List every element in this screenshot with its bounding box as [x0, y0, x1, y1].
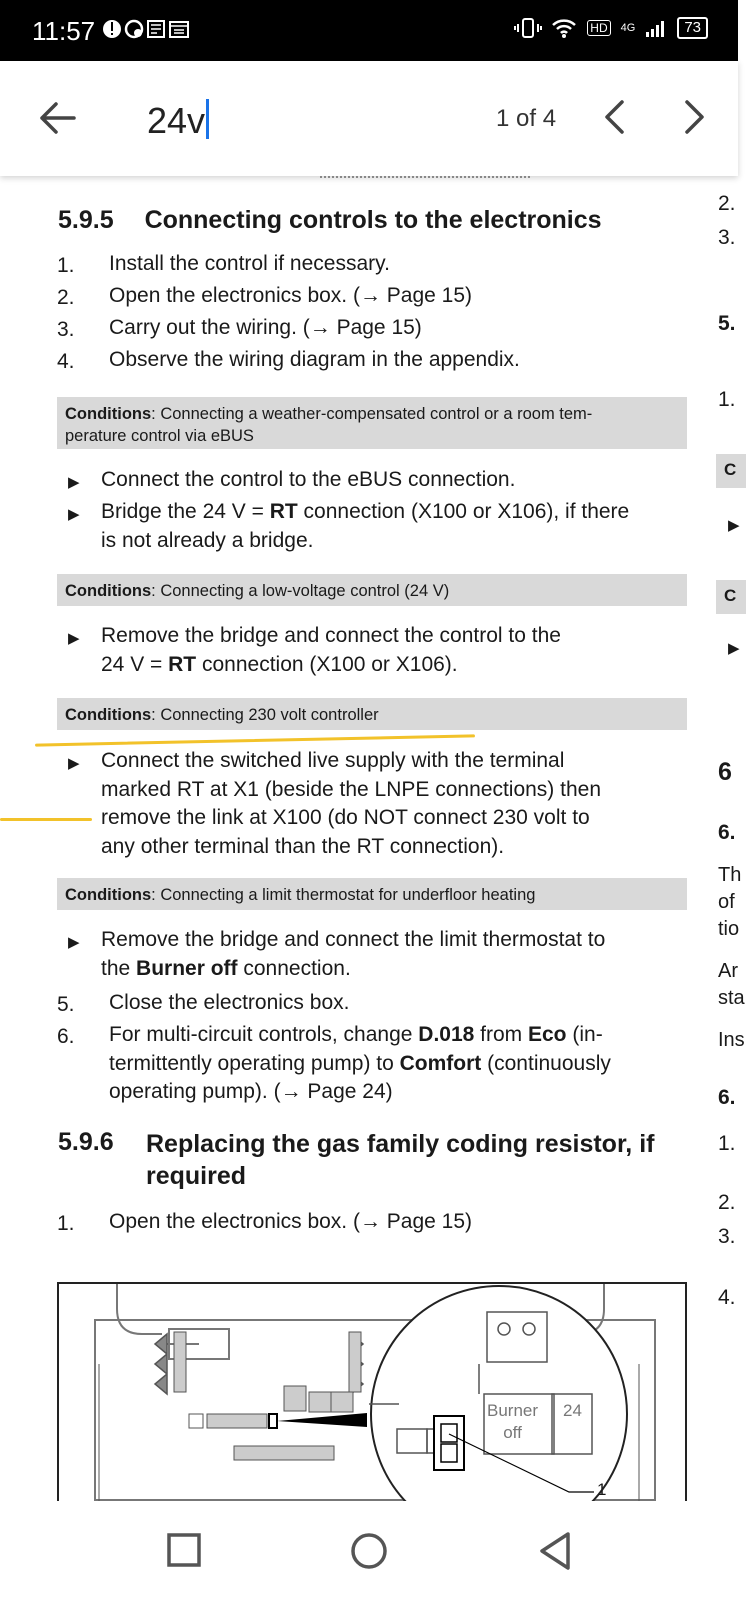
condition-text: : Connecting a low-voltage control (24 V) — [151, 582, 450, 600]
battery-icon: 73 — [677, 17, 708, 39]
bullet-arrow-icon: ▶ — [68, 755, 80, 772]
text-caret — [206, 99, 209, 139]
condition-box — [57, 698, 687, 730]
text-run: For multi-circuit controls, change — [109, 1023, 419, 1046]
notification-icons — [102, 16, 192, 48]
condition-label: Conditions — [65, 405, 152, 423]
step-number: 3. — [57, 318, 75, 341]
column-fragment-text: 3. — [718, 226, 736, 249]
android-nav-bar — [0, 1501, 738, 1600]
text-run: Remove the bridge and connect the limit thermostat to — [101, 928, 606, 951]
column-fragment-text: 2. — [718, 192, 736, 215]
section-title-line: required — [146, 1162, 247, 1190]
text-run: Bridge the 24 V = — [101, 500, 270, 523]
condition-text: : Connecting a limit thermostat for underfloor heating — [151, 886, 536, 904]
column-fragment-text: 6 — [718, 758, 732, 786]
text-run: connection. — [237, 956, 351, 980]
column-fragment-text: 6. — [718, 1086, 736, 1109]
signal-icon — [645, 18, 667, 38]
back-arrow-icon[interactable] — [38, 101, 76, 135]
column-fragment-text: 4. — [718, 1286, 736, 1309]
text-run-bold: RT — [168, 652, 197, 676]
bullet-text — [101, 622, 701, 679]
status-icons — [515, 17, 708, 39]
column-fragment-text: of — [718, 891, 735, 913]
step-text: Close the electronics box. — [109, 991, 350, 1014]
text-run: from — [474, 1023, 528, 1046]
text-run-bold: Burner off — [136, 956, 238, 980]
column-fragment-text: 6. — [718, 821, 736, 844]
column-fragment-text: tio — [718, 918, 740, 940]
step-number: 5. — [57, 993, 75, 1016]
text-line: marked RT at X1 (beside the LNPE connections) then — [101, 777, 602, 801]
recents-button[interactable] — [167, 1533, 201, 1567]
condition-label: Conditions — [65, 886, 152, 904]
text-run-bold: RT — [269, 500, 298, 523]
bullet-text: Connect the control to the eBUS connection. — [101, 468, 516, 491]
figure-callout-number: 1 — [597, 1480, 607, 1499]
figure-label: off — [503, 1423, 522, 1442]
network-label: 4G — [620, 22, 636, 34]
previous-match-button[interactable] — [602, 99, 626, 135]
bullet-arrow-icon: ▶ — [728, 640, 740, 657]
column-fragment-text: Ins — [718, 1029, 745, 1051]
text-run: (continuously — [481, 1051, 611, 1075]
text-line: any other terminal than the RT connection). — [101, 834, 505, 858]
column-fragment-text: 1. — [718, 1132, 736, 1155]
step-text: Observe the wiring diagram in the appendix. — [109, 348, 520, 371]
next-match-button[interactable] — [683, 99, 707, 135]
section-title: Connecting controls to the electronics — [144, 206, 602, 234]
condition-text: perature control via eBUS — [65, 427, 254, 445]
text-run: (in- — [566, 1023, 603, 1046]
section-title-line: Replacing the gas family coding resistor, if — [146, 1130, 655, 1158]
condition-box — [57, 574, 687, 606]
text-run: connection (X100 or X106). — [196, 652, 458, 676]
highlighter-stroke — [35, 734, 475, 746]
column-fragment-text: sta — [718, 987, 745, 1009]
column-fragment-text: Ar — [718, 960, 738, 982]
column-fragment-text: 2. — [718, 1191, 736, 1214]
bullet-arrow-icon: ▶ — [728, 517, 740, 534]
column-fragment-text: 5. — [718, 312, 736, 335]
condition-box — [57, 397, 687, 449]
step-text: Carry out the wiring. (→ Page 15) — [109, 316, 422, 339]
section-heading-595 — [58, 206, 602, 235]
bullet-text — [101, 498, 701, 555]
text-run: is not already a bridge. — [101, 528, 314, 552]
text-run-bold: Comfort — [399, 1051, 482, 1075]
text-run: termittently operating pump) to — [109, 1051, 400, 1075]
column-fragment-text: 3. — [718, 1225, 736, 1248]
highlighter-stroke — [0, 818, 92, 821]
text-run: 24 V = — [101, 652, 169, 676]
column-fragment-text: 1. — [718, 388, 736, 411]
vibrate-icon — [515, 17, 541, 39]
home-button[interactable] — [350, 1532, 388, 1570]
condition-text: : Connecting 230 volt controller — [151, 706, 379, 724]
section-title — [146, 1128, 654, 1192]
section-number: 5.9.6 — [58, 1128, 114, 1156]
column-fragment-text: C — [724, 460, 737, 479]
text-run: connection (X100 or X106), if there — [297, 500, 630, 523]
bullet-text — [101, 926, 701, 983]
bullet-text — [101, 747, 701, 861]
step-number: 6. — [57, 1025, 75, 1048]
step-number: 1. — [57, 1212, 75, 1235]
step-number: 1. — [57, 254, 75, 277]
search-input[interactable] — [147, 99, 209, 142]
status-time: 11:57 — [32, 16, 96, 46]
step-number: 4. — [57, 350, 75, 373]
electronics-box-drawing — [59, 1284, 689, 1504]
bullet-arrow-icon: ▶ — [68, 934, 80, 951]
step-number: 2. — [57, 286, 75, 309]
status-bar — [0, 0, 738, 61]
text-line: remove the link at X100 (do NOT connect 230 volt to — [101, 806, 590, 829]
step-text — [109, 1021, 699, 1107]
section-number: 5.9.5 — [58, 206, 114, 234]
back-button[interactable] — [538, 1531, 572, 1571]
step-text: Install the control if necessary. — [109, 252, 390, 275]
text-run: operating pump). (→ Page 24) — [109, 1080, 393, 1103]
condition-label: Conditions — [65, 582, 152, 600]
step-text: Open the electronics box. (→ Page 15) — [109, 284, 473, 307]
wifi-icon — [551, 17, 577, 39]
condition-text: : Connecting a weather-compensated control or a room tem- — [151, 405, 593, 423]
column-fragment-text: C — [724, 586, 737, 605]
burner-off-label — [487, 1400, 538, 1444]
text-line: Connect the switched live supply with the terminal — [101, 749, 565, 772]
bullet-arrow-icon: ▶ — [68, 630, 80, 647]
match-count: 1 of 4 — [496, 105, 557, 132]
wiring-figure — [57, 1282, 687, 1502]
pdf-document-view[interactable] — [0, 176, 745, 1501]
column-fragment-text: Th — [718, 864, 742, 886]
bullet-arrow-icon: ▶ — [68, 474, 80, 491]
condition-label: Conditions — [65, 706, 152, 724]
figure-label: Burner — [487, 1401, 539, 1420]
text-run-bold: D.018 — [418, 1023, 475, 1046]
find-in-page-bar — [0, 61, 738, 176]
text-run-bold: Eco — [528, 1023, 567, 1046]
text-run: Remove the bridge and connect the control to the — [101, 624, 561, 647]
bullet-arrow-icon: ▶ — [68, 506, 80, 523]
figure-partial-label: 24 — [563, 1401, 582, 1420]
hd-badge: HD — [587, 20, 610, 36]
search-query: 24v — [147, 100, 206, 141]
step-text: Open the electronics box. (→ Page 15) — [109, 1210, 473, 1233]
text-run: the — [101, 956, 137, 980]
condition-box — [57, 878, 687, 910]
